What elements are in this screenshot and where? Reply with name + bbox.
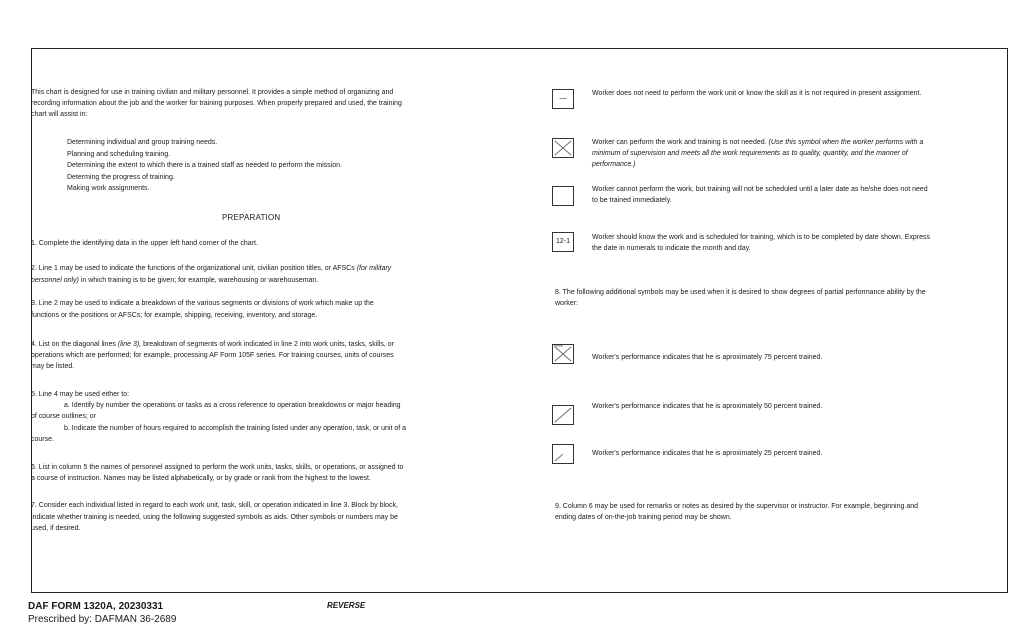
step-2-cont: personnel only) in which training is to be given; for example, warehousing or warehouseman.	[31, 277, 319, 284]
intro-line-2: recording information about the job and the worker for training purposes. When properly prepared and used, the training	[31, 100, 402, 107]
p75-text: Worker's performance indicates that he is aproximately 75 percent trained.	[592, 354, 823, 361]
x-symbol-text-cont: performance.)	[592, 161, 636, 168]
step-3: 3. Line 2 may be used to indicate a breakdown of the various segments or divisions of work which make up the	[31, 300, 374, 307]
step-5-a: a. Identify by number the operations or tasks as a cross reference to operation breakdowns or major heading	[64, 402, 401, 409]
date-symbol-text: Worker should know the work and is scheduled for training, which is to be completed by date shown. Express	[592, 234, 930, 241]
reverse-label: REVERSE	[327, 601, 366, 610]
step-7: 7. Consider each individual listed in regard to each work unit, task, skill, or operation indicated in line 3. Block by block,	[31, 502, 398, 509]
step-5-a-cont: of course outlines; or	[31, 413, 96, 420]
partial-intro-cont: worker:	[555, 300, 578, 307]
assist-item: Making work assignments.	[67, 185, 150, 192]
x-symbol-box	[552, 138, 574, 158]
assist-item: Determining the extent to which there is a trained staff as needed to perform the mission.	[67, 162, 342, 169]
step-5-b: b. Indicate the number of hours required to accomplish the training listed under any operation, task, or unit of a	[64, 425, 407, 432]
step-4-cont: operations which are performed; for example, processing AF Form 105F series. For training courses, units of courses	[31, 352, 394, 359]
date-symbol: 12-1	[555, 238, 570, 245]
blank-symbol-text-cont: to be trained immediately.	[592, 197, 672, 204]
step-7-cont: indicate whether training is needed, using the following suggested symbols as aids. Other symbols or numbers may be	[31, 514, 398, 521]
column6-text-cont: ending dates of on-the-job training period may be shown.	[555, 514, 732, 521]
assist-item: Determing the progress of training.	[67, 174, 175, 181]
column6-text: 9. Column 6 may be used for remarks or notes as desired by the supervisor or instructor. For example, beginning and	[555, 503, 919, 510]
p50-text: Worker's performance indicates that he is aproximately 50 percent trained.	[592, 403, 823, 410]
assist-item: Determining individual and group training needs.	[67, 139, 218, 146]
assist-item: Planning and scheduling training.	[67, 151, 171, 158]
p50-symbol-icon	[553, 406, 573, 424]
step-6: 6. List in column 5 the names of personnel assigned to perform the work units, tasks, skills, or operations, or assigned to	[31, 464, 404, 471]
step-3-cont: functions or the positions or AFSCs; for example, shipping, receiving, inventory, and storage.	[31, 312, 318, 319]
intro-line-3: chart will assist in:	[31, 111, 88, 118]
p25-symbol-icon	[553, 445, 573, 463]
x-symbol-text: Worker can perform the work and training is not needed. (Use this symbol when the worker performs with a	[592, 139, 924, 146]
p75-symbol-box	[552, 344, 574, 364]
p75-symbol-icon	[553, 345, 573, 363]
step-2: 2. Line 1 may be used to indicate the functions of the organizational unit, civilian position titles, or AFSCs (for military	[31, 265, 392, 272]
p25-text: Worker's performance indicates that he is aproximately 25 percent trained.	[592, 450, 823, 457]
blank-symbol-box	[552, 186, 574, 206]
step-5-b-cont: course.	[31, 436, 54, 443]
step-1: 1. Complete the identifying data in the upper left hand corner of the chart.	[31, 240, 258, 247]
p50-symbol-box	[552, 405, 574, 425]
form-id: DAF FORM 1320A, 20230331	[28, 601, 164, 612]
step-6-cont: a course of instruction. Names may be listed alphabetically, or by grade or rank from the highest to the lowest.	[31, 475, 371, 482]
dash-symbol: —	[559, 95, 567, 102]
step-4-cont: may be listed.	[31, 363, 75, 370]
date-symbol-text-cont: the date in numerals to indicate the month and day.	[592, 245, 751, 252]
x-symbol-text-cont: minimum of supervision and meets all the work requirements as to quality, quantity, and the manner of	[592, 150, 908, 157]
intro-line-1: This chart is designed for use in training civilian and military personnel. It provides a simple method of organizing and	[31, 89, 394, 96]
blank-symbol-text: Worker cannot perform the work, but training will not be scheduled until a later date as he/she does not need	[592, 186, 928, 193]
preparation-heading: PREPARATION	[222, 213, 281, 222]
step-5: 5. Line 4 may be used either to:	[31, 391, 130, 398]
step-4: 4. List on the diagonal lines (line 3), breakdown of segments of work indicated in line 2 into work units, tasks, skills, or	[31, 341, 395, 348]
date-symbol-box	[552, 232, 574, 252]
partial-intro: 8. The following additional symbols may be used when it is desired to show degrees of partial performance ability by the	[555, 289, 926, 296]
x-symbol-icon	[553, 139, 573, 157]
prescribed-by: Prescribed by: DAFMAN 36-2689	[28, 614, 177, 625]
dash-symbol-box	[552, 89, 574, 109]
dash-symbol-text: Worker does not need to perform the work unit or know the skill as it is not required in present assignment.	[592, 90, 922, 97]
step-7-cont: used, if desired.	[31, 525, 81, 532]
p25-symbol-box	[552, 444, 574, 464]
